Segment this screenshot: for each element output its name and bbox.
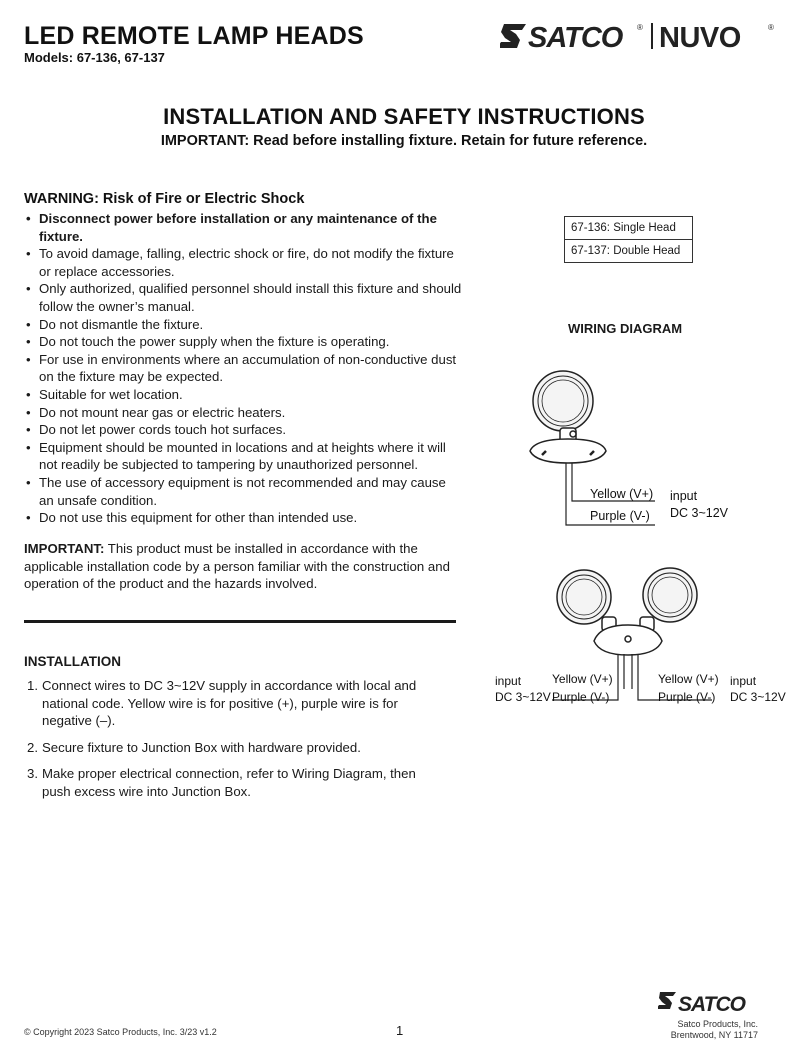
wiring-diagram bbox=[490, 355, 790, 725]
brand-nuvo-text: NUVO bbox=[659, 22, 741, 54]
single-head-fixture-icon bbox=[530, 371, 606, 463]
warning-item: • Do not touch the power supply when the fixture is operating. bbox=[24, 333, 464, 351]
installation-step bbox=[24, 677, 444, 730]
single-input-label: input bbox=[670, 489, 698, 503]
double-right-input-label: input bbox=[730, 674, 757, 688]
brand-divider bbox=[651, 23, 653, 49]
double-right-purple-label: Purple (V-) bbox=[658, 690, 716, 704]
model-cell-single: 67-136: Single Head bbox=[565, 217, 693, 240]
warning-item: • Do not use this equipment for other than intended use. bbox=[24, 509, 464, 527]
model-numbers: Models: 67-136, 67-137 bbox=[24, 50, 165, 65]
warning-heading: WARNING: Risk of Fire or Electric Shock bbox=[24, 191, 305, 207]
step-number: 2. bbox=[27, 739, 38, 755]
copyright: © Copyright 2023 Satco Products, Inc. 3/23 v1.2 bbox=[24, 1027, 217, 1037]
satco-s-mark-icon bbox=[500, 24, 526, 48]
model-table bbox=[564, 216, 693, 263]
page-number: 1 bbox=[396, 1023, 404, 1038]
warning-item: • Suitable for wet location. bbox=[24, 386, 464, 404]
warning-item: • Do not let power cords touch hot surfaces. bbox=[24, 421, 464, 439]
important-label: IMPORTANT: bbox=[24, 541, 105, 556]
warning-item: • Equipment should be mounted in locations and at heights where it will not readily be subjected to tampering by unauthorized personnel. bbox=[24, 439, 464, 474]
company-address bbox=[640, 1019, 758, 1040]
installation-step bbox=[24, 765, 444, 800]
warning-item: • Do not dismantle the fixture. bbox=[24, 316, 464, 334]
double-right-dc-label: DC 3~12V bbox=[730, 690, 786, 704]
warning-item: • Disconnect power before installation or any maintenance of the fixture. bbox=[24, 210, 464, 245]
installation-step bbox=[24, 739, 444, 757]
satco-s-mark-icon bbox=[658, 992, 676, 1009]
warning-item: • For use in environments where an accumulation of non-conductive dust on the fixture may be expected. bbox=[24, 351, 464, 386]
double-left-yellow-label: Yellow (V+) bbox=[552, 672, 613, 686]
address-line: Satco Products, Inc. bbox=[677, 1019, 758, 1029]
wiring-diagram-heading: WIRING DIAGRAM bbox=[568, 321, 683, 336]
registered-mark: ® bbox=[637, 23, 643, 32]
step-text: Secure fixture to Junction Box with hardware provided. bbox=[42, 739, 361, 755]
step-number: 3. bbox=[27, 766, 38, 782]
warning-item: • The use of accessory equipment is not recommended and may cause an unsafe condition. bbox=[24, 474, 464, 509]
double-left-purple-label: Purple (V-) bbox=[552, 690, 610, 704]
document-title: INSTALLATION AND SAFETY INSTRUCTIONS bbox=[163, 104, 645, 129]
model-cell-double: 67-137: Double Head bbox=[565, 240, 693, 263]
double-right-yellow-label: Yellow (V+) bbox=[658, 672, 719, 686]
single-purple-label: Purple (V-) bbox=[590, 509, 650, 523]
installation-steps bbox=[24, 677, 444, 810]
single-yellow-label: Yellow (V+) bbox=[590, 487, 654, 501]
step-text: Connect wires to DC 3~12V supply in accordance with local and national code. Yellow wire is for positive (+), purple wire is for negative (–). bbox=[42, 678, 417, 729]
warning-item: • Do not mount near gas or electric heaters. bbox=[24, 404, 464, 422]
warning-list bbox=[24, 210, 464, 527]
address-line: Brentwood, NY 11717 bbox=[670, 1029, 758, 1040]
document-subtitle: IMPORTANT: Read before installing fixture. Retain for future reference. bbox=[160, 133, 648, 149]
double-left-dc-label: DC 3~12V bbox=[495, 690, 551, 704]
brand-logo bbox=[500, 14, 790, 58]
single-dc-label: DC 3~12V bbox=[670, 506, 729, 520]
brand-satco-text: SATCO bbox=[528, 22, 623, 54]
warning-item: • Only authorized, qualified personnel should install this fixture and should follow the owner’s manual. bbox=[24, 280, 464, 315]
important-notice bbox=[24, 540, 454, 593]
warning-item: • To avoid damage, falling, electric shock or fire, do not modify the fixture or replace accessories. bbox=[24, 245, 464, 280]
step-number: 1. bbox=[27, 678, 38, 693]
important-text: This product must be installed in accordance with the applicable installation code by a person familiar with the construction and operation of the product and the hazards involved. bbox=[24, 541, 450, 592]
footer-logo-text: SATCO bbox=[678, 993, 745, 1016]
registered-mark: ® bbox=[768, 23, 774, 32]
double-left-input-label: input bbox=[495, 674, 522, 688]
product-title: LED REMOTE LAMP HEADS bbox=[24, 22, 364, 50]
installation-heading: INSTALLATION bbox=[24, 654, 121, 669]
double-head-fixture-icon bbox=[557, 568, 697, 655]
footer-logo bbox=[658, 988, 782, 1018]
step-text: Make proper electrical connection, refer to Wiring Diagram, then push excess wire into Junction Box. bbox=[42, 766, 416, 799]
section-divider bbox=[24, 620, 456, 623]
